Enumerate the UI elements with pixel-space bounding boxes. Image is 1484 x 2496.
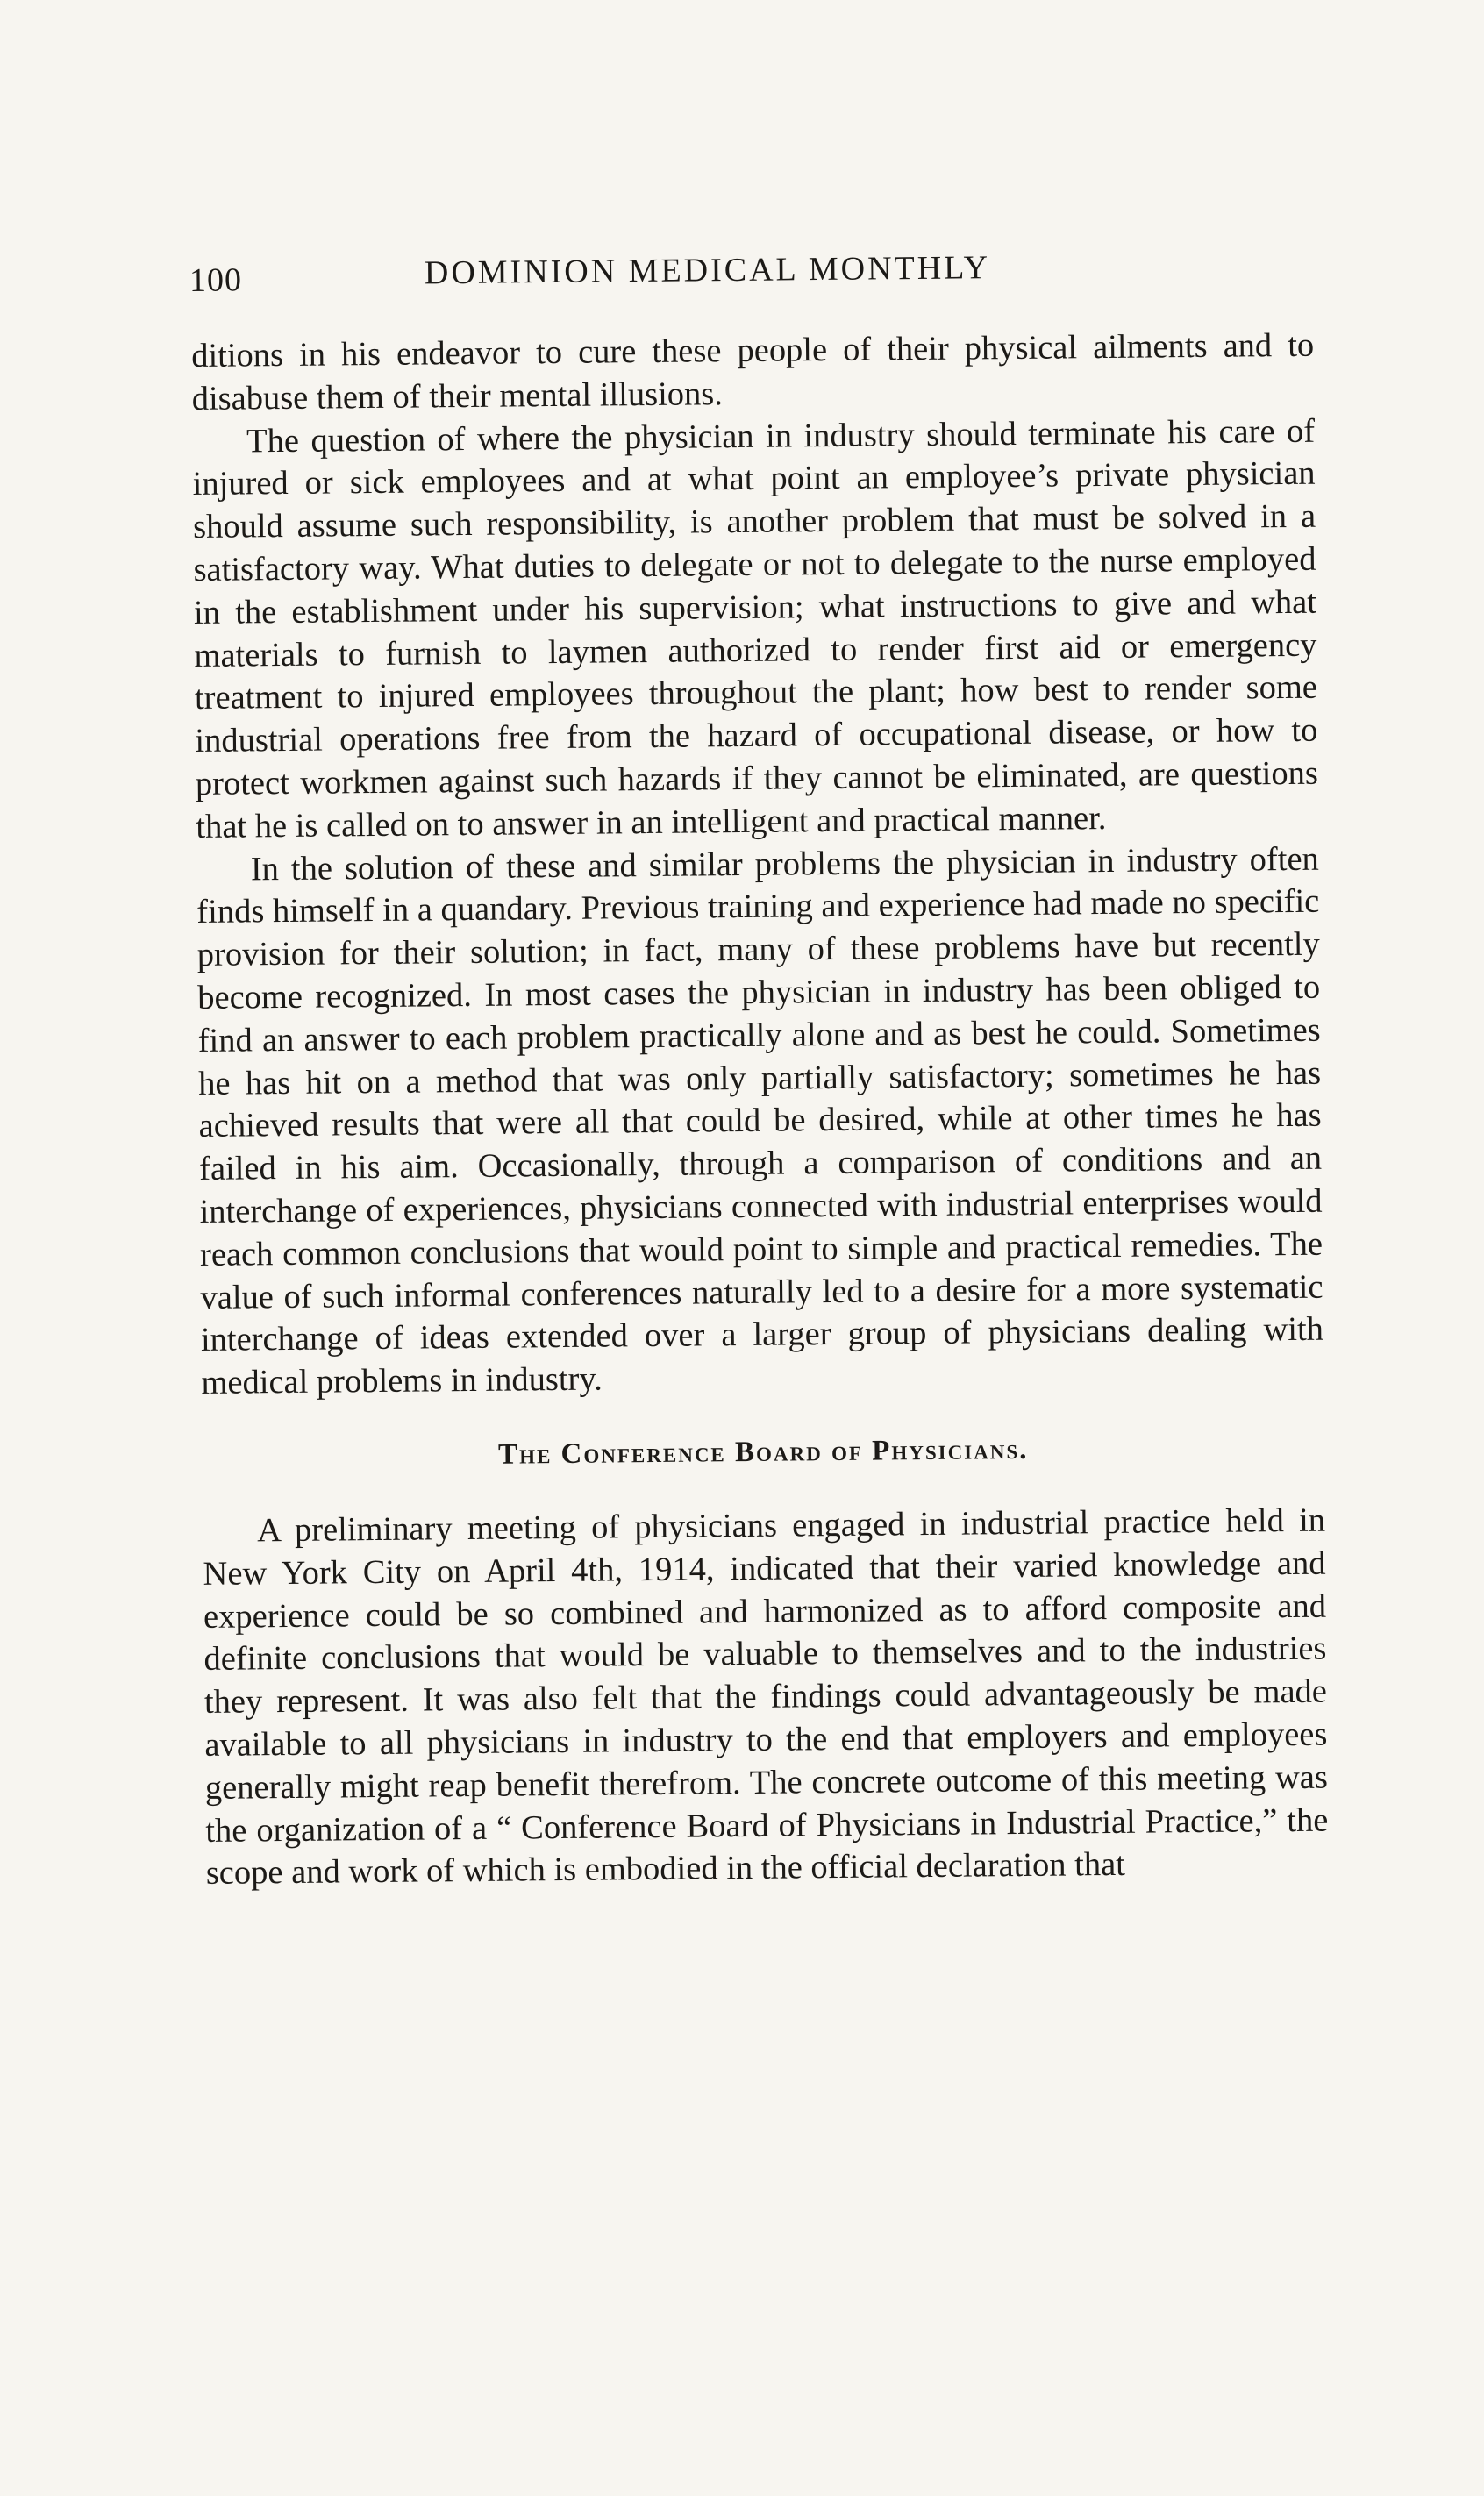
page-header xyxy=(184,244,1325,316)
paragraph-continuation: ditions in his endeavor to cure these people of their physical ailments and to disabuse them of their mental illusions. xyxy=(191,326,1315,417)
paragraph-problem-solution: In the solution of these and similar problems the physician in industry often finds himself in a quandary. Previous training and experience had made no specific provision for their solution; in fact, many of these problems have but recently become recognized. In most cases the physician in industry has been obliged to find an answer to each problem practically alone and as best he could. Sometimes he has hit on a method that was only partially satisfactory; sometimes he has achieved results that were all that could be desired, while at other times he has failed in his aim. Occasionally, through a comparison of conditions and an interchange of experiences, physicians connected with industrial enterprises would reach common conclusions that would point to simple and practical remedies. The value of such informal conferences naturally led to a desire for a more systematic interchange of ideas extended over a larger group of physicians dealing with medical problems in industry. xyxy=(196,840,1324,1402)
running-title: DOMINION MEDICAL MONTHLY xyxy=(424,249,991,292)
article-body xyxy=(191,324,1329,1895)
paragraph-conference-board: A preliminary meeting of physicians engaged in industrial practice held in New York City on April 4th, 1914, indicated that their varied knowledge and experience could be so combined and harmonized as to afford composite and definite conclusions that would be valuable to themselves and to the industries they represent. It was also felt that the findings could advantageously be made available to all physicians in industry to the end that employers and employees generally might reap benefit therefrom. The concrete outcome of this meeting was the organization of a “ Conference Board of Physicians in Industrial Practice,” the scope and work of which is embodied in the official declaration that xyxy=(203,1501,1329,1893)
section-heading: The Conference Board of Physicians. xyxy=(497,1433,1029,1471)
page-number: 100 xyxy=(189,261,243,299)
paragraph-physician-care: The question of where the physician in industry should terminate his care of injured or sick employees and at what point an employee’s private physician should assume such responsibility, is another problem that must be solved in a satisfactory way. What duties to delegate or not to delegate to the nurse employed in the establishment under his supervision; what instructions to give and what materials to furnish to laymen authorized to render first aid or emergency treatment to injured employees throughout the plant; how best to render some industrial operations free from the hazard of occupational disease, or how to protect workmen against such hazards if they cannot be eliminated, are questions that he is called on to answer in an intelligent and practical manner. xyxy=(192,412,1319,845)
